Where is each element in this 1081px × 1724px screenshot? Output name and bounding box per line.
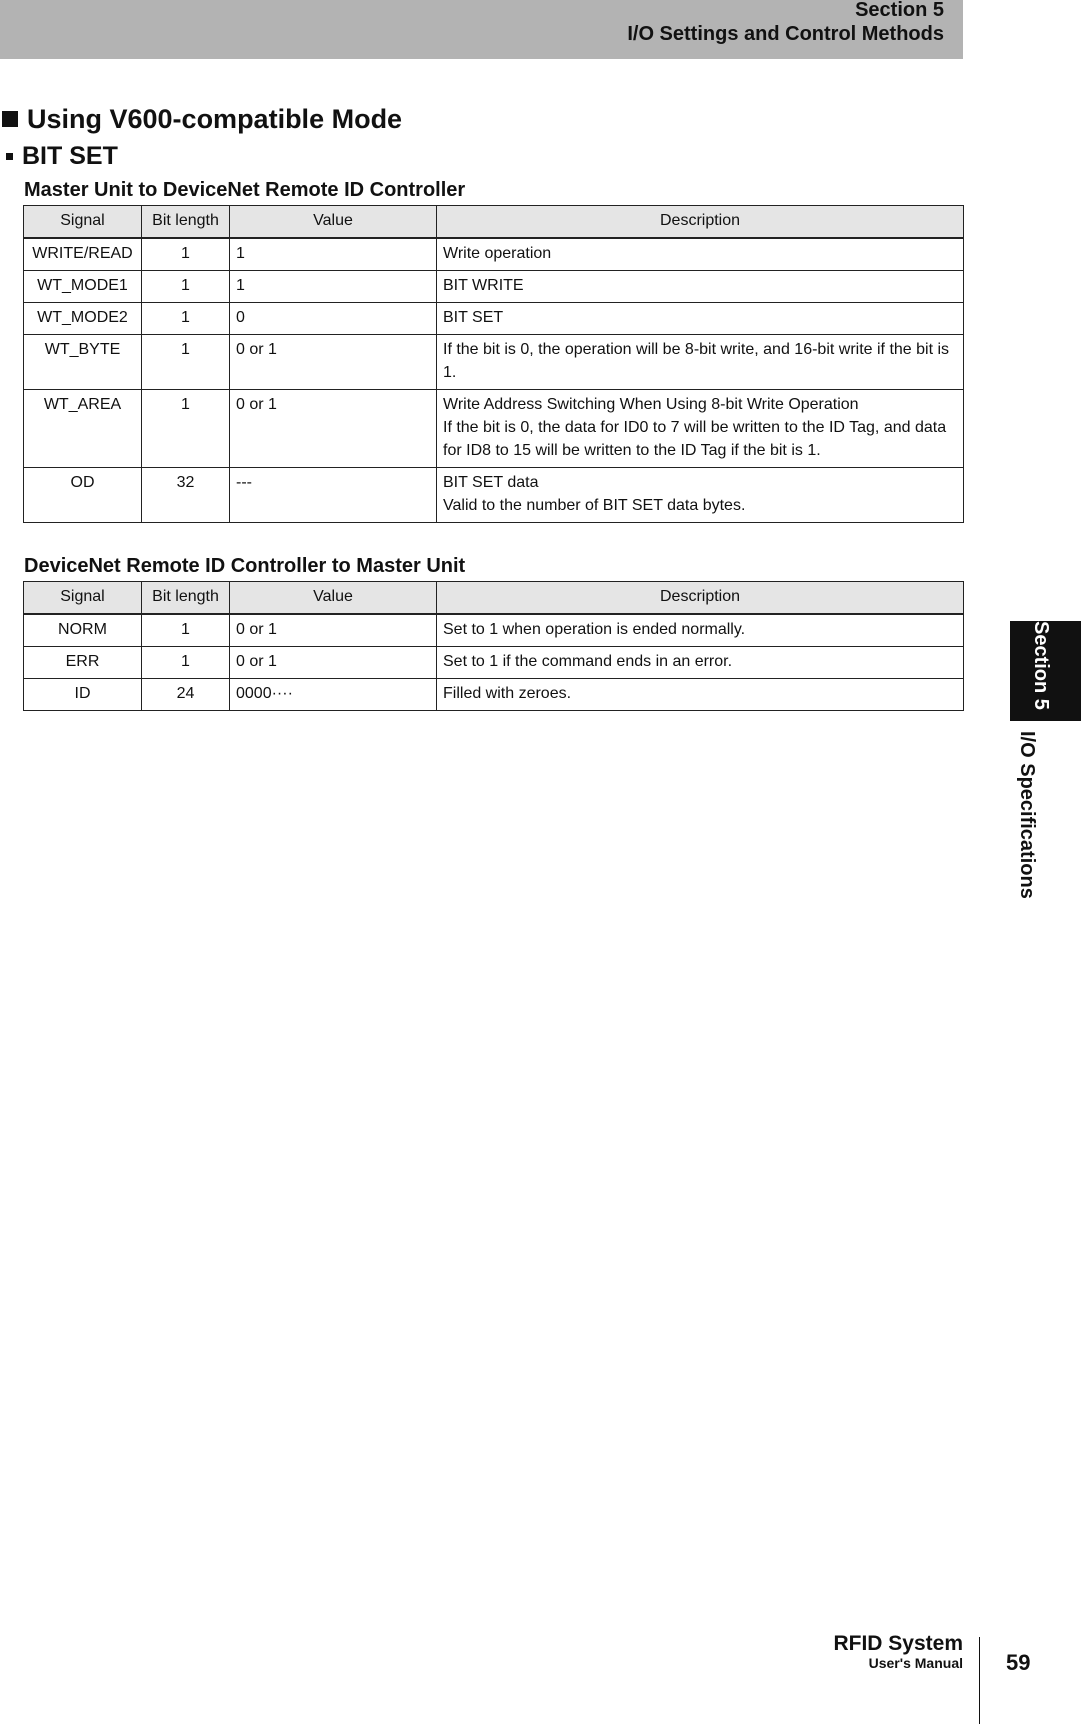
cell-description [437, 238, 964, 271]
cell-description [437, 303, 964, 335]
footer-product-title: RFID System [833, 1632, 963, 1655]
cell-signal: WT_MODE1 [24, 271, 142, 303]
header-section-title: I/O Settings and Control Methods [627, 23, 944, 45]
heading-bit-set [6, 141, 118, 171]
table1-caption: Master Unit to DeviceNet Remote ID Controller [24, 179, 466, 201]
controller-to-master-table [23, 581, 964, 711]
cell-signal: WT_AREA [24, 390, 142, 468]
description-line: Write operation [443, 245, 552, 262]
cell-value: 0 [230, 303, 437, 335]
description-line: BIT WRITE [443, 277, 524, 294]
cell-value: 1 [230, 238, 437, 271]
column-header-description: Description [437, 582, 964, 615]
table-row [24, 647, 964, 679]
description-line: Set to 1 when operation is ended normally. [443, 621, 746, 638]
table-row [24, 271, 964, 303]
cell-signal: WT_BYTE [24, 335, 142, 390]
table-row [24, 614, 964, 647]
cell-value: 0 or 1 [230, 614, 437, 647]
side-chapter-label: I/O Specifications [1016, 731, 1038, 899]
column-header-value: Value [230, 582, 437, 615]
cell-value: 1 [230, 271, 437, 303]
column-header-value: Value [230, 206, 437, 239]
table-row [24, 238, 964, 271]
cell-signal: WT_MODE2 [24, 303, 142, 335]
cell-signal: ERR [24, 647, 142, 679]
footer-divider [979, 1637, 980, 1724]
cell-bit-length: 1 [142, 238, 230, 271]
cell-description [437, 468, 964, 523]
description-line: Valid to the number of BIT SET data bytes. [443, 497, 746, 514]
column-header-signal: Signal [24, 582, 142, 615]
description-line: If the bit is 0, the data for ID0 to 7 will be written to the ID Tag, and data for ID8 to 15 will be written to the ID Tag if the bit is 1. [443, 419, 947, 459]
cell-bit-length: 24 [142, 679, 230, 711]
table-row [24, 303, 964, 335]
cell-value: --- [230, 468, 437, 523]
heading-using-v600-mode [0, 103, 402, 135]
cell-value: 0 or 1 [230, 335, 437, 390]
table-row [24, 468, 964, 523]
description-line: BIT SET data [443, 474, 539, 491]
cell-description [437, 390, 964, 468]
footer-manual-subtitle: User's Manual [868, 1655, 963, 1671]
cell-description [437, 647, 964, 679]
description-line: Write Address Switching When Using 8-bit Write Operation [443, 396, 859, 413]
cell-signal: WRITE/READ [24, 238, 142, 271]
description-line: Set to 1 if the command ends in an error. [443, 653, 733, 670]
cell-bit-length: 1 [142, 303, 230, 335]
cell-signal: OD [24, 468, 142, 523]
cell-bit-length: 32 [142, 468, 230, 523]
cell-value: 0 or 1 [230, 647, 437, 679]
cell-signal: ID [24, 679, 142, 711]
cell-value: 0000···· [230, 679, 437, 711]
table-row [24, 390, 964, 468]
table-header-row [24, 582, 964, 615]
description-line: If the bit is 0, the operation will be 8-bit write, and 16-bit write if the bit is 1. [443, 341, 950, 381]
small-square-bullet-icon [6, 153, 13, 160]
column-header-bit-length: Bit length [142, 582, 230, 615]
cell-signal: NORM [24, 614, 142, 647]
cell-description [437, 679, 964, 711]
header-section-label: Section 5 [855, 0, 944, 21]
cell-bit-length: 1 [142, 390, 230, 468]
cell-bit-length: 1 [142, 614, 230, 647]
cell-bit-length: 1 [142, 335, 230, 390]
page-number: 59 [1006, 1650, 1031, 1675]
table2-caption: DeviceNet Remote ID Controller to Master Unit [24, 555, 466, 577]
column-header-bit-length: Bit length [142, 206, 230, 239]
master-to-controller-table [23, 205, 964, 523]
cell-description [437, 614, 964, 647]
table-header-row [24, 206, 964, 239]
page-header-bar [0, 0, 963, 59]
description-line: Filled with zeroes. [443, 685, 572, 702]
heading1-text: Using V600-compatible Mode [27, 104, 403, 134]
table-row [24, 335, 964, 390]
cell-description [437, 271, 964, 303]
table-row [24, 679, 964, 711]
cell-bit-length: 1 [142, 271, 230, 303]
heading2-text: BIT SET [22, 142, 118, 170]
description-line: BIT SET [443, 309, 504, 326]
cell-description [437, 335, 964, 390]
cell-bit-length: 1 [142, 647, 230, 679]
filled-square-bullet-icon [2, 111, 18, 127]
side-tab-label: Section 5 [1030, 621, 1052, 710]
cell-value: 0 or 1 [230, 390, 437, 468]
column-header-description: Description [437, 206, 964, 239]
column-header-signal: Signal [24, 206, 142, 239]
